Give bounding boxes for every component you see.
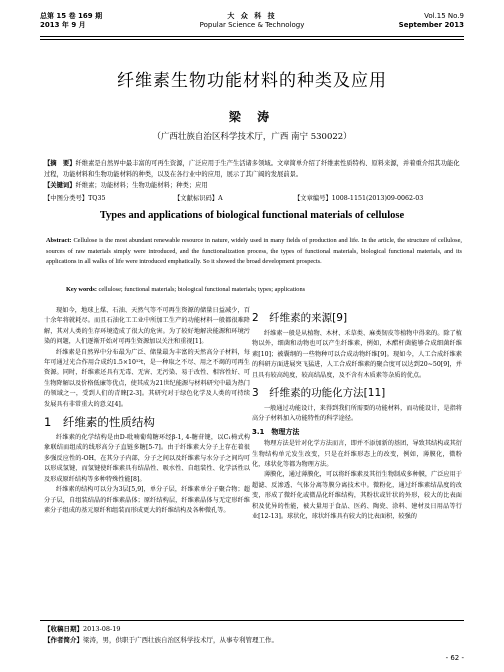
keywords-en-label: Key words: <box>66 286 97 293</box>
abstract-en <box>46 236 462 268</box>
page-number: - 62 - <box>445 654 464 662</box>
paragraph: 一般通过功能设计，来得到我们所需要的功能材料，而功能设计，是指将高分子材料加入功能特性的科学途径。 <box>252 405 462 423</box>
header-rule <box>40 36 464 37</box>
keywords-cn-text: 纤维素；功能材料；生物功能材料；种类；应用 <box>75 182 208 189</box>
paragraph: 纤维素的化学结构是由D-吡喃葡萄糖环经β-1, 4-糖苷键，以C₁椅式构象联结而组成的线形高分子直链多糖[5-7]。由于纤维素大分子上存在着很多强反应性的-OH，在其分子内部，分子之间以及纤维素与水分子之间均可以形成氢键，而氢键使纤维素具有结晶性、吸水性、自组装性、化学活性以及形成原纤结构等多种特殊性能[8]。 <box>44 434 250 483</box>
author-bio: 【作者简介】梁涛，男，供职于广西壮族自治区科学技术厅，从事专利管理工作。 <box>44 635 278 644</box>
abstract-cn-label: 【摘 要】 <box>44 160 76 167</box>
volume-line-2: September 2013 <box>398 21 464 29</box>
paragraph: 薄膜化，通过薄膜化，可以将纤维素及其衍生物制成多种膜，广泛应用于超滤、反渗透、气体分离等膜分离技术中。微粉化，通过纤维素结晶度的改变，形成了微纤化或微晶化纤维结构，其粉状或针状的外形，较大的比表面积及优异的性能，被大量用于食品、医药、陶瓷、涂料、建材及日用品等行业[12-13]。球状化，球状纤维具有较大的比表面积，较强的 <box>252 471 462 521</box>
keywords-en <box>66 286 462 293</box>
journal-header <box>40 10 464 36</box>
journal-name-en: Popular Science & Technology <box>199 21 305 29</box>
keywords-cn <box>44 181 464 191</box>
header-rule-thin <box>40 39 464 40</box>
section-heading-3: 3 纤维素的功能化方法[11] <box>252 387 386 400</box>
paragraph: 现如今，地球上煤、石油、天然气等不可再生资源的储量日益减少，百十余年将就耗尽。而且石油化工工业中所加工生产的功能材料一般都很难降解，其对人类的生存环境造成了很大的危害。为了较好地解决能源和环境污染的问题，人们逐渐开始对可再生资源加以关注和重视[1]。 <box>44 307 250 346</box>
document-code: 【文献标识码】A <box>174 195 223 202</box>
paragraph: 纤维素的结构可以分为3层[5,9]，单分子层，纤维素单分子聚合物；超分子层，自组装结晶的纤维素晶体；原纤结构层，纤维素晶体与无定形纤维素分子组成的基元原纤和组装而形成更大的纤维结构及各种微孔等。 <box>44 486 250 514</box>
english-title: Types and applications of biological functional materials of cellulose <box>99 210 405 221</box>
section-heading-2: 2 纤维素的来源[9] <box>252 312 348 324</box>
paragraph: 纤维素是自然界中分布最为广泛、储量最为丰富的天然高分子材料，每年可通过光合作用合成约1.5×10¹²t，是一种取之不尽、用之不竭的可再生资源。同时，纤维素还具有无毒、无害、无污染、易于改性、相容性好、可生物降解以及价格低廉等优点，使其成为21世纪能源与材料研究中最为热门的领域之一，受到人们的青睐[2-3]。其研究对于绿色化学及人类的可持续发展具有非常重大的意义[4]。 <box>44 348 250 408</box>
paragraph: 纤维素一般是从植物、木材、禾草类、麻类韧皮等植物中得来的。除了植物以外，细菌和动物也可以产生纤维素，例如，木醋杆菌能够合成细菌纤维素[10]；被囊纲的一些物种可以合成动物纤维[9]。现如今，人工合成纤维素的科研方面进展突飞猛进，人工合成纤维素的聚合度可以达到20~50[9]，并且具有较高纯度，较高结晶度，及不含有木质素等杂质的优点。 <box>252 330 462 379</box>
volume-info <box>399 12 464 30</box>
body-right-column <box>252 306 462 523</box>
keywords-en-text: cellulose; functional materials; biological functional materials; types; applications <box>98 286 306 293</box>
abstract-cn-text: 纤维素是自然界中最丰富的可再生资源，广泛应用于生产生活诸多领域。文章简单介绍了纤维素性质特构、原料来源，并着重介绍其功能化过程，功能材料和生物功能材料的种类，以及在各行业中的应用，展示了其广阔的发展前景。 <box>44 160 460 178</box>
paper-title: 纤维素生物功能材料的种类及应用 <box>117 71 387 91</box>
received-date: 【收稿日期】2013-08-19 <box>44 625 121 633</box>
footnote-rule <box>40 620 464 621</box>
clc-number: 【中图分类号】TQ35 <box>44 195 106 202</box>
abstract-en-text: Cellulose is the most abundant renewable resource in nature, widely used in many fields of production and life. In the article, the structure of cellulose, sources of raw materials simply were introduced, and the functionalization process, the types of functional materials, biological functional materials, and its applications in all walks of life were introduced emphatically. So it showed the broad development prospects. <box>46 237 463 265</box>
subsection-heading-3-1: 3.1 物理方法 <box>252 427 300 436</box>
journal-name-cn: 大 众 科 技 <box>227 12 277 20</box>
classification-line <box>44 194 464 204</box>
issue-line-2: 2013 年 9 月 <box>40 21 86 29</box>
footnote <box>44 624 464 645</box>
paragraph: 物理方法是针对化学方法而言，即并不添加新的基团，导致其结构或其衍生物结构单元发生改变，只是在纤维形态上的改变，例如，薄膜化，微粉化，球状化等都为物理方法。 <box>252 440 462 469</box>
article-number: 【文章编号】1008-1151(2013)09-0062-03 <box>294 195 424 202</box>
issue-line-1: 总第 15 卷 169 期 <box>40 12 103 20</box>
keywords-cn-label: 【关键词】 <box>44 182 76 189</box>
abstract-cn <box>44 158 464 180</box>
author-affiliation: （广西壮族自治区科学技术厅，广西 南宁 530022） <box>152 132 352 142</box>
abstract-en-label: Abstract: <box>46 237 72 244</box>
volume-line-1: Vol.15 No.9 <box>424 12 464 20</box>
paper-author: 梁 涛 <box>228 110 276 124</box>
section-heading-1: 1 纤维素的性质结构 <box>44 415 155 430</box>
body-left-column <box>44 306 250 516</box>
